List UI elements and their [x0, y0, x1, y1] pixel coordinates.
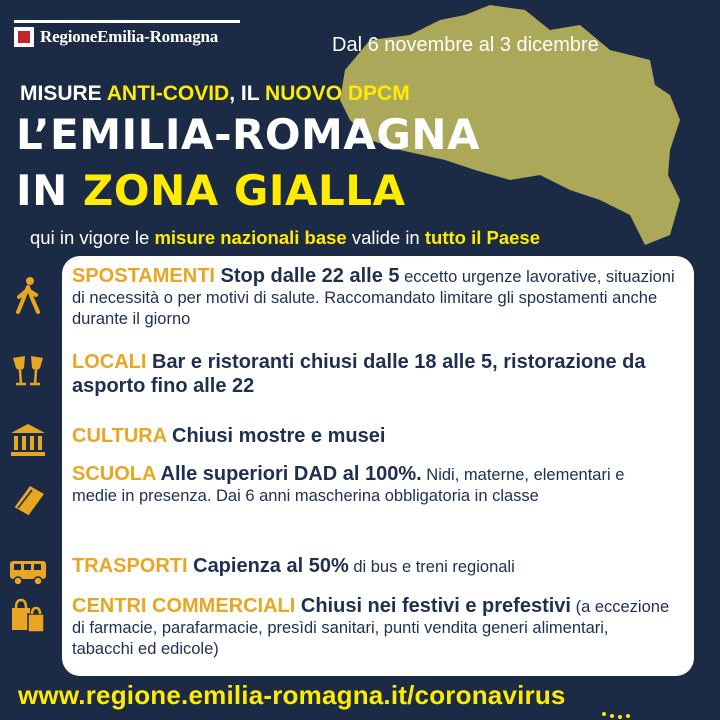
measure-cultura: [72, 424, 672, 448]
measure-detail: di bus e treni regionali: [348, 558, 515, 576]
measure-category: SPOSTAMENTI: [72, 265, 215, 287]
logo-text: RegioneEmilia-Romagna: [40, 27, 219, 46]
measure-centri-commerciali: [72, 594, 672, 659]
walking-person-icon: [8, 276, 48, 316]
measure-trasporti: [72, 554, 682, 578]
measure-category: TRASPORTI: [72, 555, 188, 577]
tagline-part: valide in: [346, 227, 425, 248]
measure-spostamenti: [72, 264, 682, 329]
measure-locali: [72, 350, 672, 399]
subhead-highlight: NUOVO DPCM: [265, 82, 410, 105]
shopping-bags-icon: [8, 596, 48, 636]
logo-divider: [14, 20, 240, 23]
measure-headline: Alle superiori DAD al 100%.: [155, 463, 422, 485]
measure-detail: Nidi, materne, elementari e medie in presenza. Dai 6 anni mascherina obbligatoria in classe: [72, 466, 625, 506]
measure-category: LOCALI: [72, 351, 147, 373]
subhead-highlight: ANTI-COVID: [106, 82, 230, 105]
subhead-part: , IL: [229, 82, 266, 105]
title-highlight: ZONA GIALLA: [82, 166, 406, 215]
page-title-line2: [16, 166, 405, 215]
decorative-dots: [600, 700, 640, 720]
book-icon: [8, 480, 48, 520]
tagline-highlight: misure nazionali base: [154, 227, 347, 248]
title-prefix: IN: [16, 166, 83, 215]
subhead-part: MISURE: [20, 82, 107, 105]
measure-category: CULTURA: [72, 425, 167, 447]
measure-headline: Bar e ristoranti chiusi dalle 18 alle 5, ristorazione da asporto fino alle 22: [72, 351, 646, 398]
measure-category: CENTRI COMMERCIALI: [72, 595, 296, 617]
measure-detail: eccetto urgenze lavorative, situazioni di necessità o per motivi di salute. Raccomandato limitare gli spostamenti anche durante il giorno: [72, 268, 675, 328]
measure-headline: Chiusi nei festivi e prefestivi: [295, 595, 571, 617]
tagline-highlight: tutto il Paese: [424, 227, 540, 248]
tagline: [30, 227, 540, 249]
date-range: Dal 6 novembre al 3 dicembre: [332, 34, 599, 56]
subheading: [20, 82, 410, 106]
website-link[interactable]: www.regione.emilia-romagna.it/coronavirus: [18, 680, 566, 710]
measure-scuola: [72, 462, 672, 507]
measures-panel: [62, 256, 694, 676]
page-title-line1: L’EMILIA-ROMAGNA: [16, 110, 480, 159]
toast-glasses-icon: [8, 350, 48, 390]
bus-icon: [8, 551, 48, 591]
measure-headline: Stop dalle 22 alle 5: [214, 265, 400, 287]
measure-headline: Capienza al 50%: [187, 555, 349, 577]
measure-headline: Chiusi mostre e musei: [166, 425, 386, 447]
region-emblem-icon: [14, 27, 34, 47]
museum-icon: [8, 420, 48, 460]
measure-category: SCUOLA: [72, 463, 156, 485]
region-logo[interactable]: [14, 20, 240, 54]
tagline-part: qui in vigore le: [30, 227, 155, 248]
measure-detail: (a eccezione di farmacie, parafarmacie, presìdi sanitari, punti vendita generi alimentari, tabacchi ed edicole): [72, 598, 670, 658]
